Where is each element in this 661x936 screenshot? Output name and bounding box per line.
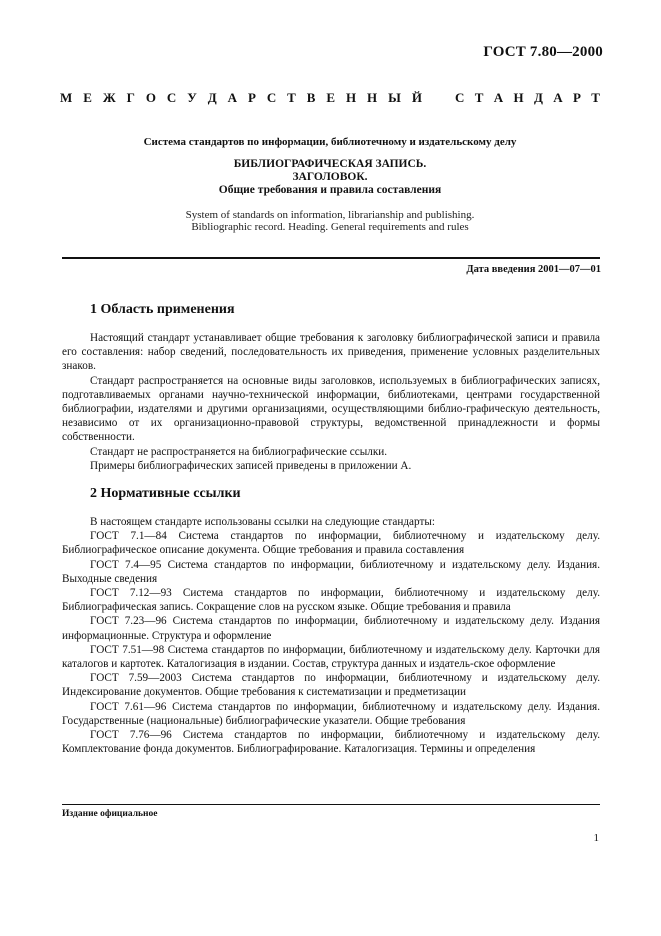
official-edition-note: Издание официальное <box>62 809 158 819</box>
standard-banner <box>60 90 600 106</box>
document-title <box>60 158 600 197</box>
banner-letter: С <box>166 90 177 105</box>
series-title: Система стандартов по информации, библиотечному и издательскому делу <box>143 136 517 148</box>
banner-letter: О <box>145 90 156 105</box>
reference-item: ГОСТ 7.23—96 Система стандартов по информации, библиотечному и издательскому делу. Издания информационные. Структура и оформление <box>62 615 600 642</box>
section-body-references <box>62 515 600 756</box>
page-number: 1 <box>593 832 599 844</box>
title-line-1: БИБЛИОГРАФИЧЕСКАЯ ЗАПИСЬ. <box>233 158 427 170</box>
banner-letter: М <box>60 90 73 105</box>
banner-word-standard <box>455 90 600 106</box>
paragraph: Стандарт распространяется на основные виды заголовков, используемых в библиографических записях, подготавливаемых органами научно-технической информации, библиотеками, центрами государственной библиографии, издателями и другими организациями, осуществляющими библио-графическую деятельность, независимо от их организационно-правовой структуры, ведомственной принадлежности и формы собственности. <box>62 374 600 444</box>
paragraph: В настоящем стандарте использованы ссылки на следующие стандарты: <box>90 516 435 528</box>
banner-letter: Н <box>345 90 357 105</box>
banner-letter: Н <box>513 90 524 105</box>
banner-letter: Ы <box>388 90 401 105</box>
reference-item: ГОСТ 7.1—84 Система стандартов по информации, библиотечному и издательскому делу. Библиографическое описание документа. Общие требования и правила составления <box>62 530 600 557</box>
banner-letter: Г <box>126 90 135 105</box>
section-heading-scope: 1 Область применения <box>90 302 235 317</box>
reference-item: ГОСТ 7.4—95 Система стандартов по информации, библиотечному и издательскому делу. Издания. Выходные сведения <box>62 558 600 585</box>
paragraph: Стандарт не распространяется на библиографические ссылки. <box>90 445 388 458</box>
banner-letter: Р <box>247 90 256 105</box>
paragraph: Примеры библиографических записей приведены в приложении А. <box>90 459 412 472</box>
banner-letter: А <box>227 90 237 105</box>
banner-letter: Е <box>83 90 92 105</box>
section-heading-references: 2 Нормативные ссылки <box>90 486 241 501</box>
banner-letter: С <box>455 90 465 105</box>
introduction-date: Дата введения 2001—07—01 <box>466 264 601 275</box>
header-divider <box>62 257 600 259</box>
reference-item: ГОСТ 7.51—98 Система стандартов по информации, библиотечному и издательскому делу. Карточки для каталогов и картотек. Каталогизация в издании. Состав, структура данных и издатель-ское оформление <box>62 643 600 671</box>
banner-letter: Н <box>367 90 378 105</box>
english-title <box>60 209 600 233</box>
banner-letter: А <box>553 90 563 105</box>
reference-item: ГОСТ 7.59—2003 Система стандартов по информации, библиотечному и издательскому делу. Индексирование документов. Общие требования к систематизации и предметизации <box>62 672 600 699</box>
banner-letter: Р <box>572 90 581 105</box>
reference-item: ГОСТ 7.61—96 Система стандартов по информации, библиотечному и издательскому делу. Издания. Государственные (национальные) библиографические указатели. Общие требования <box>62 700 600 727</box>
document-number: ГОСТ 7.80—2000 <box>483 44 603 60</box>
title-line-2: ЗАГОЛОВОК. <box>292 171 368 183</box>
banner-letter: Й <box>411 90 422 105</box>
banner-letter: В <box>306 90 316 105</box>
banner-letter: А <box>493 90 504 105</box>
banner-letter: Т <box>287 90 296 105</box>
paragraph: Настоящий стандарт устанавливает общие требования к заголовку библиографической записи и правила его составления: набор сведений, последовательность их приведения, применение условных разделительных знаков. <box>62 332 600 373</box>
banner-letter: Т <box>591 90 600 105</box>
banner-word-interstate <box>60 90 422 106</box>
banner-letter: У <box>187 90 197 105</box>
banner-letter: С <box>266 90 277 105</box>
english-title-line-2: Bibliographic record. Heading. General requirements and rules <box>191 221 469 233</box>
banner-letter: Е <box>326 90 336 105</box>
english-title-line-1: System of standards on information, librarianship and publishing. <box>185 209 475 221</box>
reference-item: ГОСТ 7.12—93 Система стандартов по информации, библиотечному и издательскому делу. Библиографическая запись. Сокращение слов на русском языке. Общие требования и правила <box>62 587 600 614</box>
banner-letter: Д <box>533 90 543 105</box>
section-body-scope <box>62 331 600 473</box>
banner-letter: Ж <box>102 90 116 105</box>
banner-letter: Т <box>474 90 484 105</box>
footer-divider <box>62 804 600 805</box>
title-line-3: Общие требования и правила составления <box>218 184 442 196</box>
banner-letter: Д <box>207 90 217 105</box>
reference-item: ГОСТ 7.76—96 Система стандартов по информации, библиотечному и издательскому делу. Комплектование фонда документов. Библиографирование. Каталогизация. Термины и определения <box>62 729 600 756</box>
